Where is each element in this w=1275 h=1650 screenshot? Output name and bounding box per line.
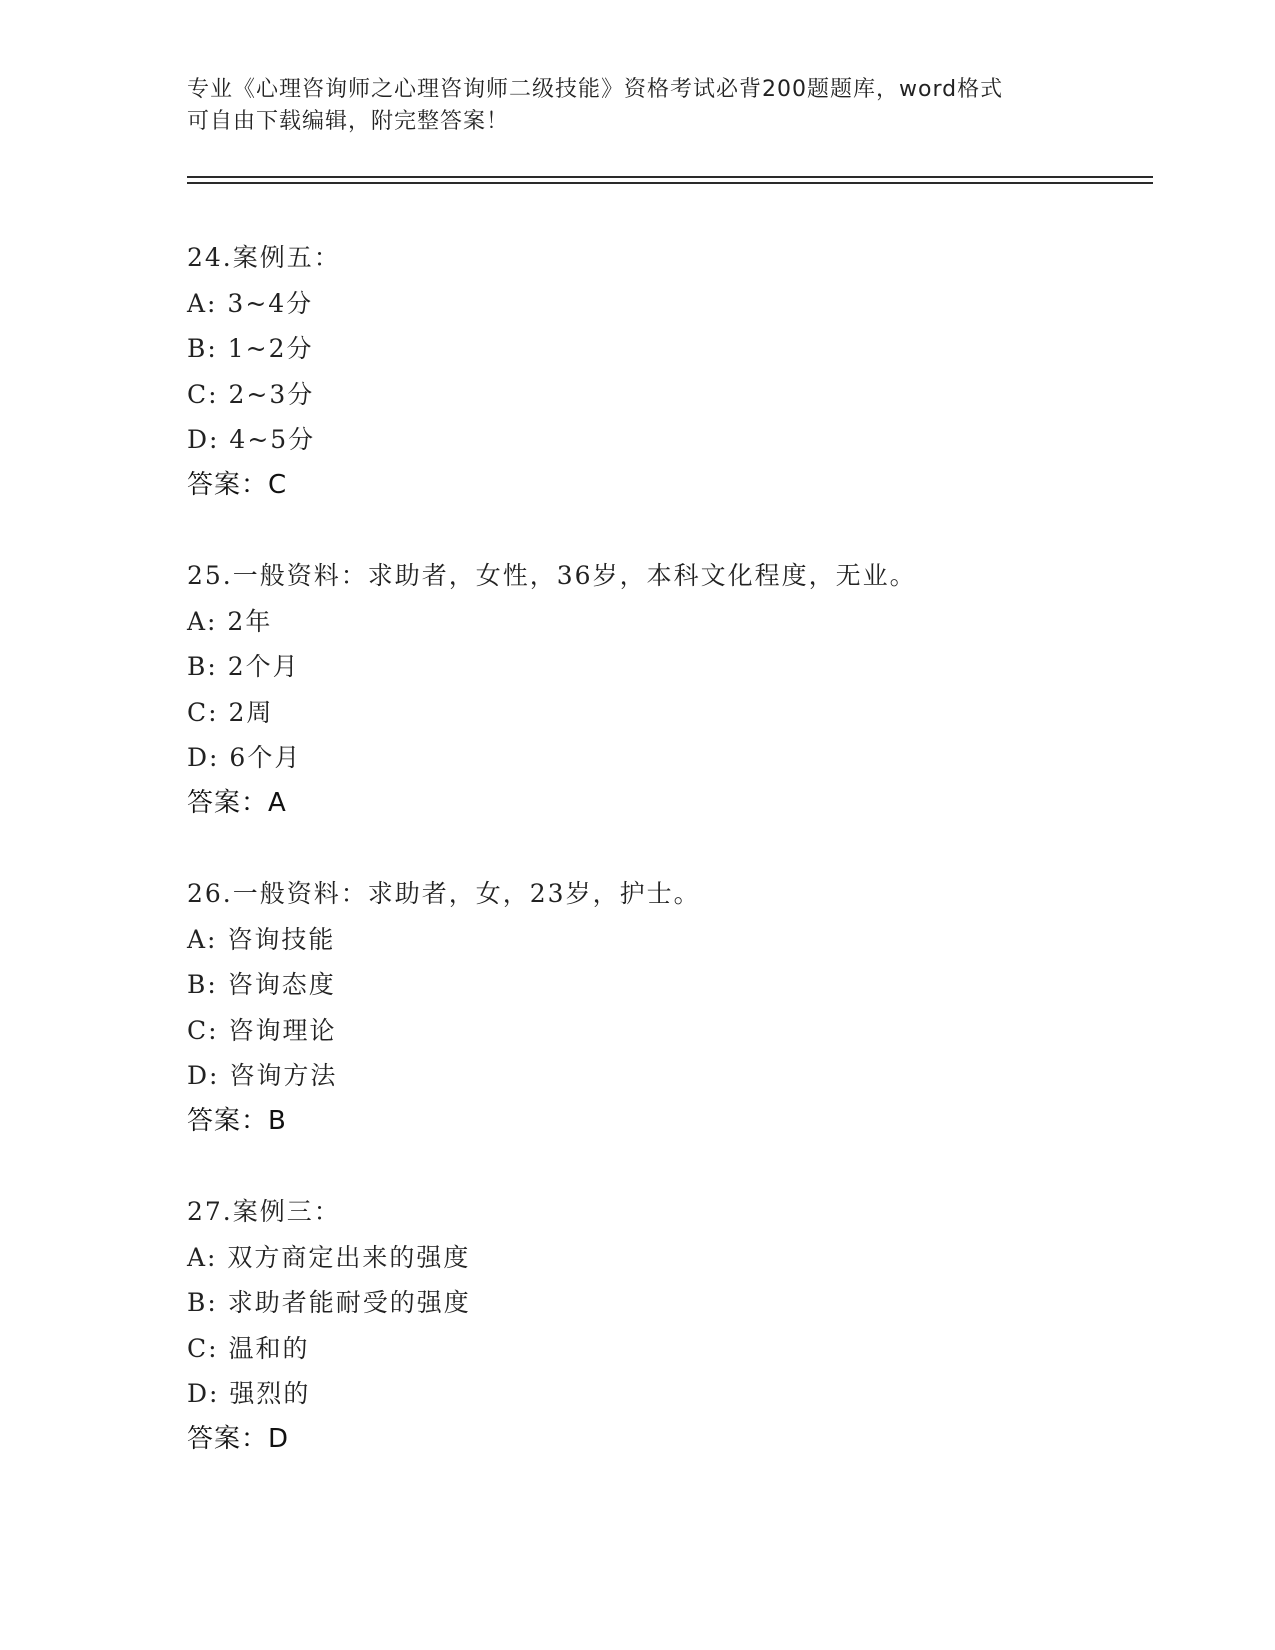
option-a: A: 2年 [187, 606, 273, 636]
answer-line: 答案：B [187, 1105, 287, 1136]
answer-line: 答案：D [187, 1423, 290, 1454]
answer-line: 答案：C [187, 469, 288, 500]
question-26 [187, 871, 1147, 1144]
option-b: B: 求助者能耐受的强度 [187, 1288, 471, 1317]
option-a: A: 咨询技能 [187, 924, 336, 954]
option-c: C: 2周 [187, 697, 274, 727]
option-b: B: 1~2分 [187, 334, 314, 363]
option-a: A: 3~4分 [187, 288, 314, 318]
question-title: 24.案例五： [187, 243, 341, 272]
question-title: 27.案例三： [187, 1197, 341, 1226]
document-header [187, 74, 1087, 138]
header-line-1: 专业《心理咨询师之心理咨询师二级技能》资格考试必背200题题库，word格式 [187, 77, 1004, 102]
question-24 [187, 235, 1147, 508]
question-27 [187, 1189, 1147, 1462]
question-list [187, 235, 1147, 1507]
option-a: A: 双方商定出来的强度 [187, 1242, 471, 1272]
answer-line: 答案：A [187, 787, 287, 818]
option-d: D: 4~5分 [187, 425, 316, 454]
header-divider-bottom [187, 182, 1153, 184]
option-c: C: 温和的 [187, 1333, 310, 1363]
option-d: D: 咨询方法 [187, 1061, 338, 1090]
question-title: 26.一般资料：求助者，女，23岁，护士。 [187, 879, 701, 908]
question-25 [187, 553, 1147, 826]
option-b: B: 2个月 [187, 652, 300, 681]
option-c: C: 咨询理论 [187, 1015, 337, 1045]
question-title: 25.一般资料：求助者，女性，36岁，本科文化程度，无业。 [187, 561, 917, 590]
option-c: C: 2~3分 [187, 379, 315, 409]
header-line-2: 可自由下载编辑，附完整答案！ [187, 109, 510, 134]
header-divider-top [187, 176, 1153, 178]
option-d: D: 6个月 [187, 743, 302, 772]
option-b: B: 咨询态度 [187, 970, 336, 999]
option-d: D: 强烈的 [187, 1379, 311, 1408]
